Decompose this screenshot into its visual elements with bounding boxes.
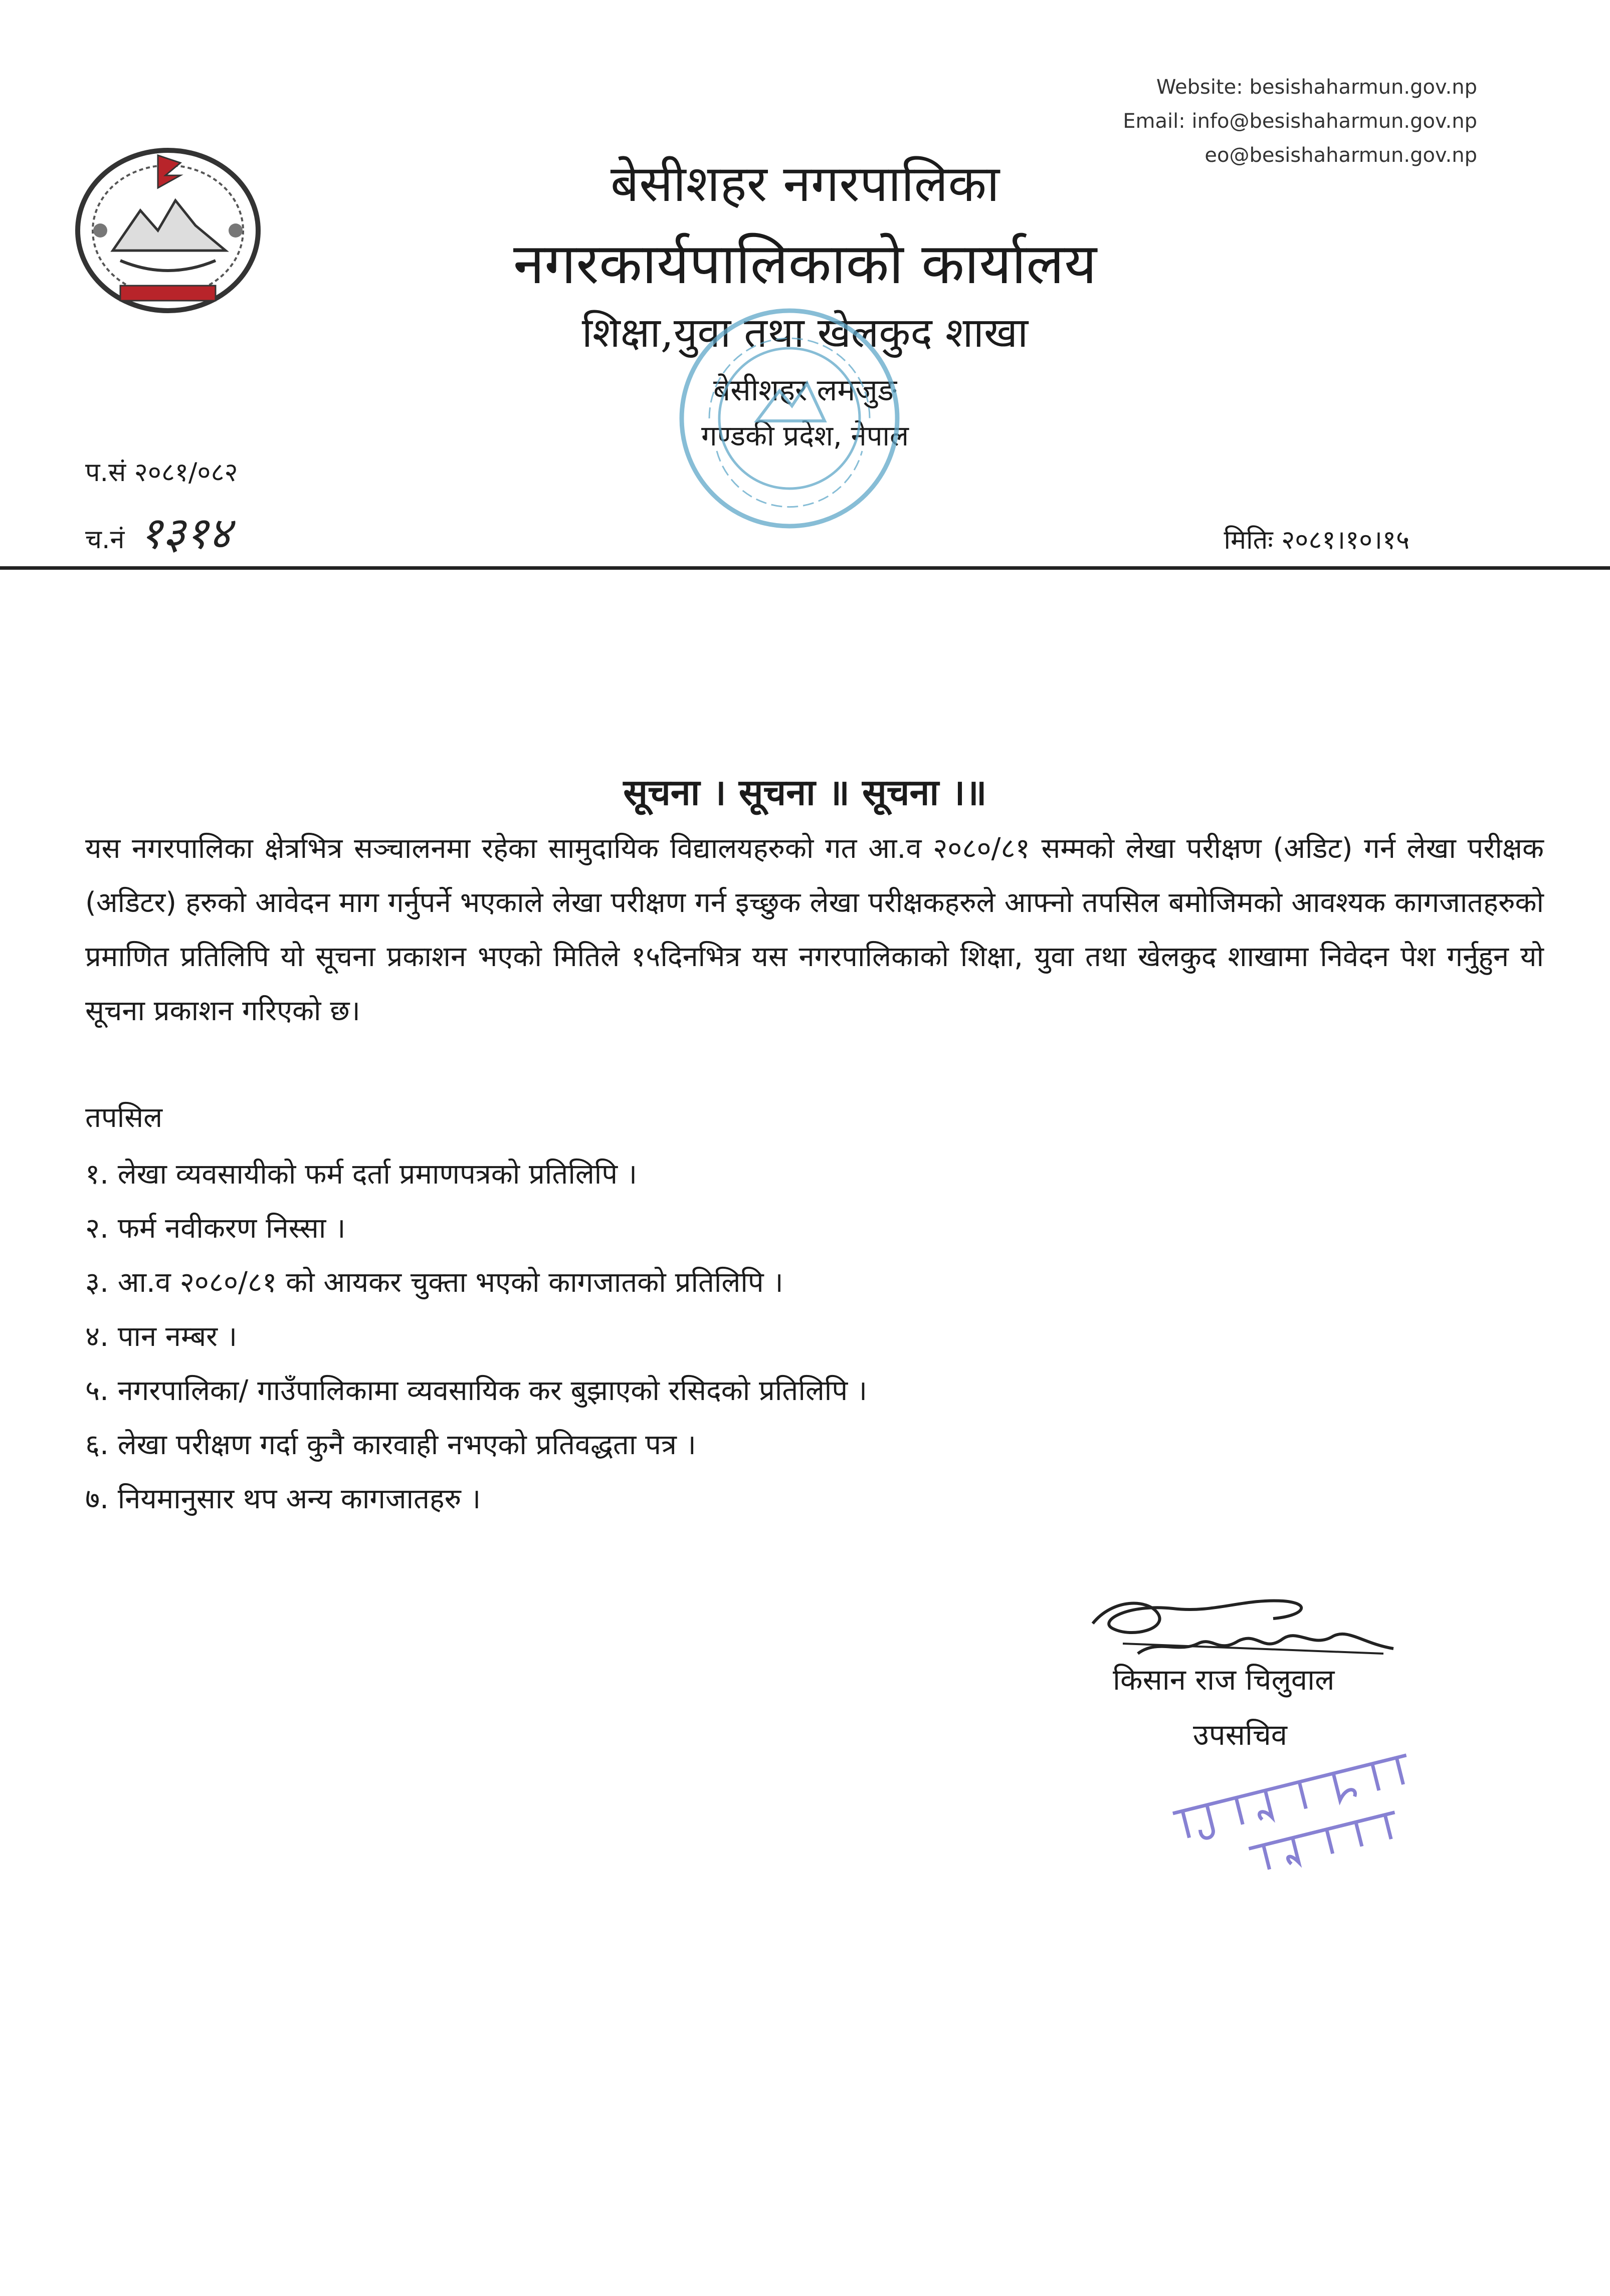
address-line-1: बेसीशहर लमजुङ bbox=[713, 373, 897, 408]
dispatch-number-row bbox=[85, 501, 231, 561]
notice-title: सूचना । सूचना ॥ सूचना ।॥ bbox=[623, 771, 987, 813]
list-item: ४. पान नम्बर । bbox=[85, 1320, 238, 1353]
list-item: ७. नियमानुसार थप अन्य कागजातहरु । bbox=[85, 1483, 481, 1515]
website-text: Website: besishaharmun.gov.np bbox=[1156, 76, 1477, 99]
list-item: ६. लेखा परीक्षण गर्दा कुनै कारवाही नभएको प्रतिवद्धता पत्र । bbox=[85, 1429, 696, 1461]
email-info-text: Email: info@besishaharmun.gov.np bbox=[1123, 110, 1477, 133]
municipality-name: बेसीशहर नगरपालिका bbox=[610, 154, 1000, 213]
list-item: २. फर्म नवीकरण निस्सा । bbox=[85, 1212, 346, 1245]
notice-body: यस नगरपालिका क्षेत्रभित्र सञ्चालनमा रहेका सामुदायिक विद्यालयहरुको गत आ.व २०८०/८१ सम्मको लेखा परीक्षण (अडिट) गर्न लेखा परीक्षक (अडिटर) हरुको आवेदन माग गर्नुपर्ने भएकाले लेखा परीक्षण गर्न इच्छुक लेखा परीक्षकहरुले आफ्नो तपसिल बमोजिमको आवश्यक कागजातहरुको प्रमाणित प्रतिलिपि यो सूचना प्रकाशन भएको मितिले १५दिनभित्र यस नगरपालिकाको शिक्षा, युवा तथा खेलकुद शाखामा निवेदन पेश गर्नुहुन यो सूचना प्रकाशन गरिएको छ। bbox=[85, 832, 1544, 1027]
office-seal-stamp-icon bbox=[672, 301, 907, 536]
list-item: १. लेखा व्यवसायीको फर्म दर्ता प्रमाणपत्रको प्रतिलिपि । bbox=[85, 1158, 638, 1191]
list-item: ५. नगरपालिका/ गाउँपालिकामा व्यवसायिक कर बुझाएको रसिदको प्रतिलिपि । bbox=[85, 1374, 868, 1407]
dispatch-number-label: च.नं bbox=[85, 525, 125, 555]
email-eo-text: eo@besishaharmun.gov.np bbox=[1204, 144, 1477, 167]
section-name: शिक्षा,युवा तथा खेलकुद शाखा bbox=[581, 309, 1029, 357]
name-stamp-icon bbox=[1153, 1724, 1434, 1874]
header-divider bbox=[0, 566, 1610, 570]
address-line-2: गण्डकी प्रदेश, नेपाल bbox=[701, 420, 909, 452]
schedule-heading: तपसिल bbox=[85, 1101, 163, 1134]
reference-number: प.सं २०८१/०८२ bbox=[85, 457, 238, 488]
signatory-designation: उपसचिव bbox=[1193, 1718, 1288, 1752]
letter-date: मितिः २०८१।१०।१५ bbox=[1224, 525, 1410, 555]
signatory-name: किसान राज चिलुवाल bbox=[1113, 1663, 1335, 1697]
required-documents-list bbox=[85, 1147, 867, 1526]
office-name: नगरकार्यपालिकाको कार्यालय bbox=[513, 232, 1097, 297]
dispatch-number-value: १३१४ bbox=[139, 507, 232, 559]
list-item: ३. आ.व २०८०/८१ को आयकर चुक्ता भएको कागजातको प्रतिलिपि । bbox=[85, 1266, 783, 1299]
